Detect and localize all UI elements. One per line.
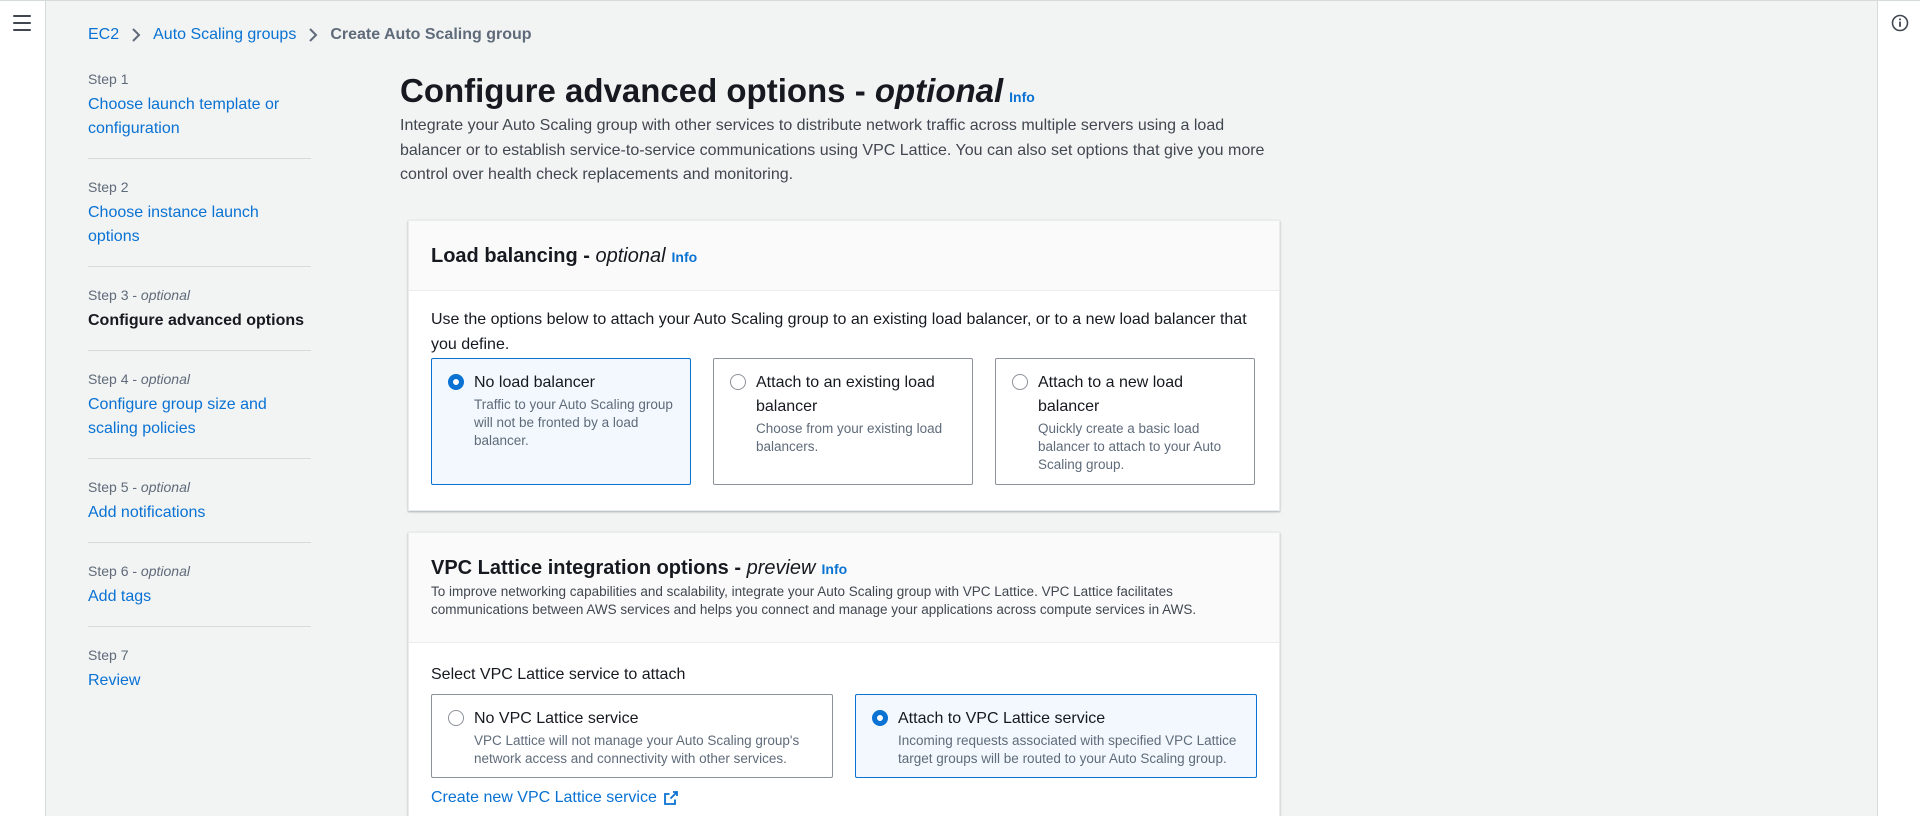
vpc-lattice-options [431,694,1257,778]
wizard-steps [88,70,311,729]
radio-button[interactable] [448,710,464,726]
wizard-step-4 [88,370,311,459]
step-number: Step 5 - optional [88,479,190,495]
step-number: Step 3 - optional [88,287,190,303]
breadcrumb-current: Create Auto Scaling group [330,26,532,43]
panel-title: Load balancing - optional Info [431,245,698,267]
option-title: No VPC Lattice service [474,709,639,727]
panel-title: VPC Lattice integration options - preview Info [431,557,848,579]
tools-rail [1877,1,1920,816]
panel-body [409,643,1279,807]
panel-body [409,291,1279,485]
chevron-right-icon [308,28,318,42]
step-number: Step 1 [88,71,129,87]
load-balancer-options [431,358,1257,485]
radio-button[interactable] [1012,374,1028,390]
info-link[interactable]: Info [821,561,848,577]
option-attach-vpc-lattice[interactable] [855,694,1257,778]
option-existing-load-balancer[interactable] [713,358,973,485]
option-title: Attach to a new load balancer [1038,374,1183,415]
step-link-group-size[interactable]: Configure group size and scaling policies [88,396,267,437]
radio-button[interactable] [730,374,746,390]
option-description: VPC Lattice will not manage your Auto Scaling group's network access and connectivity with other services. [474,732,800,766]
option-description: Incoming requests associated with specified VPC Lattice target groups will be routed to your Auto Scaling group. [898,732,1237,766]
step-current-advanced-options: Configure advanced options [88,312,305,329]
info-circle-icon[interactable] [1891,14,1909,32]
step-number: Step 2 [88,179,129,195]
option-title: Attach to an existing load balancer [756,374,935,415]
page-description: Integrate your Auto Scaling group with other services to distribute network traffic across multiple servers using a load balancer or to establish service-to-service communications using VPC Lattice. You can also set options that give you more control over health check replacements and monitoring. [400,117,1265,183]
option-new-load-balancer[interactable] [995,358,1255,485]
option-title: No load balancer [474,374,595,391]
navigation-rail [0,1,46,816]
wizard-step-7 [88,646,311,710]
wizard-step-2 [88,178,311,267]
step-number: Step 6 - optional [88,563,190,579]
radio-button-selected[interactable] [448,374,464,390]
info-link[interactable]: Info [1009,89,1035,105]
step-link-notifications[interactable]: Add notifications [88,504,206,521]
info-link[interactable]: Info [671,249,698,265]
menu-icon[interactable] [13,15,31,31]
step-link-instance-launch-options[interactable]: Choose instance launch options [88,204,259,245]
step-number: Step 4 - optional [88,371,190,387]
panel-description: To improve networking capabilities and scalability, integrate your Auto Scaling group with VPC Lattice. VPC Lattice facilitates communications between AWS services and helps you connect and manage your applications across compute services in AWS. [431,584,1197,617]
external-link-icon [663,790,679,806]
vpc-lattice-panel [408,532,1280,816]
panel-header [409,221,1279,291]
wizard-step-1 [88,70,311,159]
step-link-tags[interactable]: Add tags [88,588,152,605]
select-label: Select VPC Lattice service to attach [431,666,686,683]
step-link-review[interactable]: Review [88,672,141,689]
create-vpc-lattice-link[interactable] [431,789,679,807]
radio-button-selected[interactable] [872,710,888,726]
breadcrumb-auto-scaling-groups[interactable]: Auto Scaling groups [153,26,297,43]
option-description: Choose from your existing load balancers. [756,421,943,454]
panel-header [409,533,1279,643]
load-balancing-description: Use the options below to attach your Auto Scaling group to an existing load balancer, or to a new load balancer that you define. [431,311,1247,353]
option-no-load-balancer[interactable] [431,358,691,485]
top-divider [0,0,1920,1]
create-link-label: Create new VPC Lattice service [431,788,657,806]
wizard-step-3 [88,286,311,351]
create-link-row [431,789,1257,807]
page-title: Configure advanced options - optional Info [400,72,1035,109]
wizard-step-6 [88,562,311,627]
step-number: Step 7 [88,647,129,663]
option-no-vpc-lattice[interactable] [431,694,833,778]
option-title: Attach to VPC Lattice service [898,709,1106,727]
option-description: Quickly create a basic load balancer to attach to your Auto Scaling group. [1038,421,1222,472]
load-balancing-panel [408,220,1280,511]
option-description: Traffic to your Auto Scaling group will not be fronted by a load balancer. [474,397,673,448]
breadcrumb-ec2[interactable]: EC2 [88,26,120,43]
chevron-right-icon [131,28,141,42]
breadcrumb [88,26,532,44]
wizard-step-5 [88,478,311,543]
step-link-launch-template[interactable]: Choose launch template or configuration [88,96,280,137]
